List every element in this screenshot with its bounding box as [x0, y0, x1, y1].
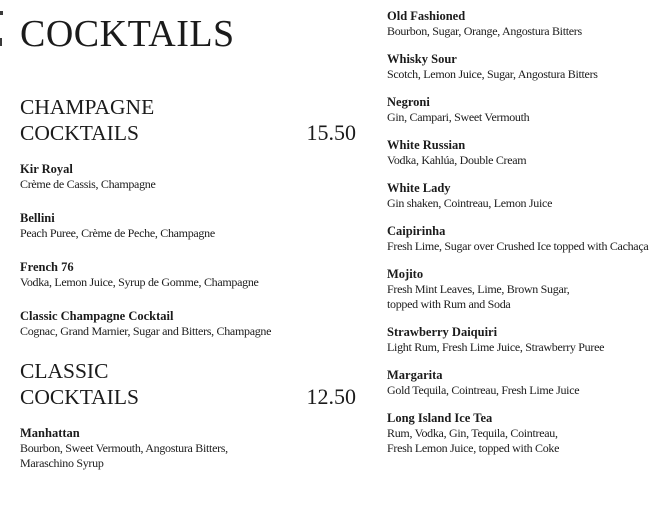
item-description: Peach Puree, Crème de Peche, Champagne — [20, 226, 215, 240]
section-heading-champagne-cocktails — [20, 94, 356, 146]
item-description: Vodka, Kahlúa, Double Cream — [387, 153, 527, 167]
item-description: Fresh Lime, Sugar over Crushed Ice topped with Cachaça — [387, 239, 649, 253]
item-description: Bourbon, Sweet Vermouth, Angostura Bitters, — [20, 441, 228, 455]
section-heading-line: COCKTAILS — [20, 385, 139, 409]
menu-item-manhattan — [20, 426, 356, 471]
item-description: Cognac, Grand Marnier, Sugar and Bitters, Champagne — [20, 324, 272, 338]
item-description: Gin shaken, Cointreau, Lemon Juice — [387, 196, 553, 210]
menu-item-classic-champagne-cocktail — [20, 309, 356, 339]
item-name: Margarita — [387, 368, 443, 382]
item-description: Rum, Vodka, Gin, Tequila, Cointreau, — [387, 426, 558, 440]
item-name: Classic Champagne Cocktail — [20, 309, 174, 323]
menu-right-column — [387, 9, 649, 469]
menu-item-long-island-ice-tea — [387, 411, 645, 456]
item-name: Mojito — [387, 267, 424, 281]
section-heading-line: CHAMPAGNE — [20, 95, 155, 119]
item-name: Manhattan — [20, 426, 80, 440]
item-name: French 76 — [20, 260, 74, 274]
menu-item-margarita — [387, 368, 645, 398]
item-description: Vodka, Lemon Juice, Syrup de Gomme, Champagne — [20, 275, 259, 289]
item-name: White Russian — [387, 138, 466, 152]
item-description: Light Rum, Fresh Lime Juice, Strawberry Puree — [387, 340, 605, 354]
menu-item-strawberry-daiquiri — [387, 325, 645, 355]
menu-item-kir-royal — [20, 162, 356, 192]
page-title: COCKTAILS — [20, 13, 235, 55]
item-description: Fresh Lemon Juice, topped with Coke — [387, 441, 560, 455]
menu-item-white-lady — [387, 181, 645, 211]
section-price: 15.50 — [306, 120, 356, 145]
section-heading-line: CLASSIC — [20, 359, 109, 383]
item-description: Fresh Mint Leaves, Lime, Brown Sugar, — [387, 282, 570, 296]
item-name: Long Island Ice Tea — [387, 411, 493, 425]
item-name: Strawberry Daiquiri — [387, 325, 498, 339]
item-description: Gin, Campari, Sweet Vermouth — [387, 110, 530, 124]
item-name: Old Fashioned — [387, 9, 466, 23]
item-description: Scotch, Lemon Juice, Sugar, Angostura Bitters — [387, 67, 598, 81]
menu-item-white-russian — [387, 138, 645, 168]
item-name: Bellini — [20, 211, 55, 225]
section-heading-classic-cocktails — [20, 358, 356, 410]
item-description: Gold Tequila, Cointreau, Fresh Lime Juice — [387, 383, 580, 397]
menu-item-french-76 — [20, 260, 356, 290]
item-description: Maraschino Syrup — [20, 456, 104, 470]
item-name: Whisky Sour — [387, 52, 457, 66]
item-name: Kir Royal — [20, 162, 73, 176]
menu-item-old-fashioned — [387, 9, 645, 39]
scan-artifact — [0, 11, 3, 15]
scan-artifact — [0, 38, 2, 46]
section-price: 12.50 — [306, 384, 356, 409]
item-description: topped with Rum and Soda — [387, 297, 511, 311]
section-heading-line: COCKTAILS — [20, 121, 139, 145]
item-name: Caipirinha — [387, 224, 446, 238]
item-description: Crème de Cassis, Champagne — [20, 177, 156, 191]
menu-left-column — [20, 14, 356, 490]
menu-item-bellini — [20, 211, 356, 241]
menu-item-whisky-sour — [387, 52, 645, 82]
menu-item-caipirinha — [387, 224, 649, 254]
menu-item-mojito — [387, 267, 645, 312]
item-description: Bourbon, Sugar, Orange, Angostura Bitters — [387, 24, 582, 38]
menu-item-negroni — [387, 95, 645, 125]
item-name: White Lady — [387, 181, 451, 195]
item-name: Negroni — [387, 95, 430, 109]
